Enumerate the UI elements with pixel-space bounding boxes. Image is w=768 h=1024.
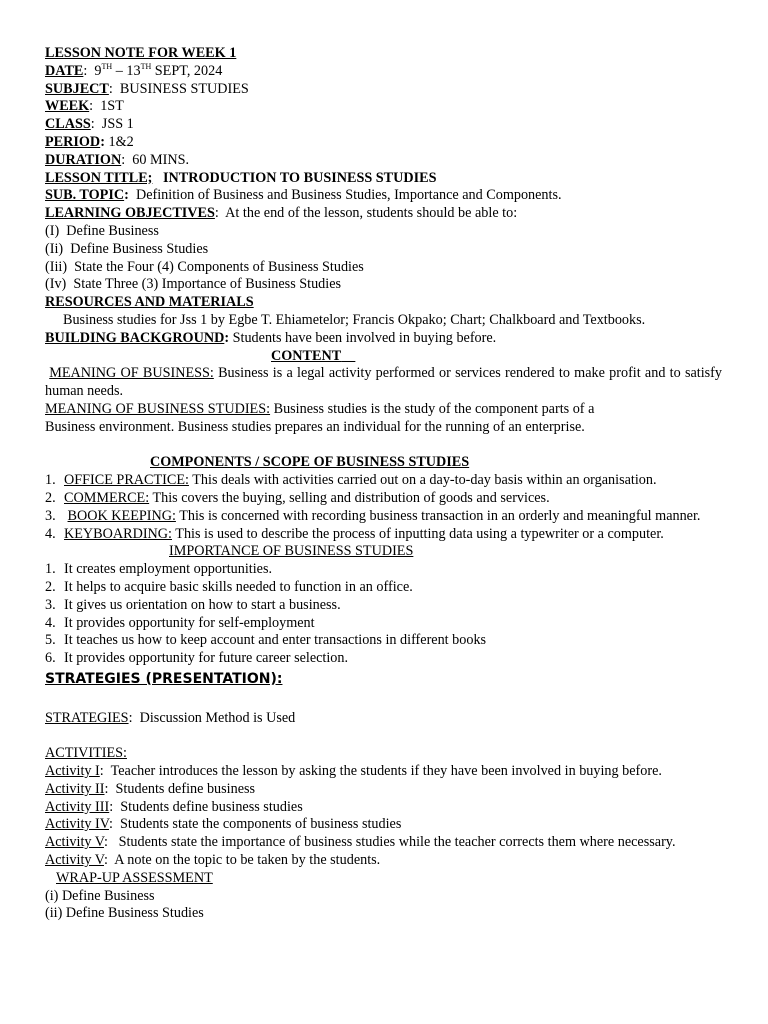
importance-text: It provides opportunity for future career selection. xyxy=(64,650,349,667)
meaning-studies-line2: Business environment. Business studies prepares an individual for the running of an enterprise. xyxy=(45,418,585,435)
importance-item xyxy=(45,597,722,615)
importance-item xyxy=(45,650,722,668)
activities-heading: ACTIVITIES: xyxy=(45,745,127,762)
component-label: COMMERCE: xyxy=(64,489,150,506)
meaning-business-label: MEANING OF BUSINESS: xyxy=(49,365,214,382)
activity-label: Activity III xyxy=(45,798,110,815)
importance-num: 2. xyxy=(45,578,56,595)
lesson-title-value: INTRODUCTION TO BUSINESS STUDIES xyxy=(163,169,437,186)
date-mid: – 13 xyxy=(112,62,141,79)
objective-text: State Three (3) Importance of Business Studies xyxy=(73,276,342,293)
activity-item: Activity III: Students define business studies xyxy=(45,798,303,815)
objective-text: State the Four (4) Components of Business Studies xyxy=(74,258,364,275)
date-label: DATE xyxy=(45,62,84,79)
importance-text: It teaches us how to keep account and enter transactions in different books xyxy=(64,632,487,649)
objective-item xyxy=(45,259,722,277)
resources-text: Business studies for Jss 1 by Egbe T. Ehiametelor; Francis Okpako; Chart; Chalkboard and Textbooks. xyxy=(63,311,646,328)
importance-item xyxy=(45,561,722,579)
content-heading-row xyxy=(45,348,722,366)
component-num: 3. xyxy=(45,507,56,524)
subject-label: SUBJECT xyxy=(45,80,109,97)
meaning-business-text: Business is a legal activity performed or services rendered to make profit and to satisfy human needs. xyxy=(45,365,722,400)
objective-item xyxy=(45,241,722,259)
importance-text: It creates employment opportunities. xyxy=(64,561,273,578)
period-value: 1&2 xyxy=(108,133,134,150)
content-heading: CONTENT xyxy=(271,347,342,364)
importance-text: It provides opportunity for self-employment xyxy=(64,614,315,631)
activity-text: Teacher introduces the lesson by asking the students if they have been involved in buying before. xyxy=(110,763,662,780)
strategies-row: STRATEGIES: Discussion Method is Used xyxy=(45,709,296,726)
class-row: CLASS: JSS 1 xyxy=(45,116,134,133)
component-item xyxy=(45,490,722,508)
period-row: PERIOD: 1&2 xyxy=(45,133,134,150)
activity-text: Students define business xyxy=(115,780,256,797)
objectives-row: LEARNING OBJECTIVES: At the end of the lesson, students should be able to: xyxy=(45,205,518,222)
activity-label: Activity I xyxy=(45,763,100,780)
component-item xyxy=(45,472,722,490)
subject-value: BUSINESS STUDIES xyxy=(119,80,249,97)
date-day1: 9 xyxy=(94,62,102,79)
class-value: JSS 1 xyxy=(101,116,134,133)
importance-text: It helps to acquire basic skills needed to function in an office. xyxy=(64,578,413,595)
objective-num: (Iii) xyxy=(45,258,68,275)
wrapup-heading: WRAP-UP ASSESSMENT xyxy=(56,869,213,886)
document-title: LESSON NOTE FOR WEEK 1 xyxy=(45,45,237,61)
activity-label: Activity V xyxy=(45,852,104,869)
objective-num: (I) xyxy=(45,222,60,239)
importance-num: 6. xyxy=(45,650,56,667)
activity-label: Activity V xyxy=(45,834,104,851)
importance-text: It gives us orientation on how to start a business. xyxy=(64,596,341,613)
component-label: BOOK KEEPING: xyxy=(67,507,176,524)
importance-item xyxy=(45,632,722,650)
component-label: OFFICE PRACTICE: xyxy=(64,472,189,489)
objective-num: (Iv) xyxy=(45,276,67,293)
lesson-title-label: LESSON TITLE; xyxy=(45,169,153,186)
importance-num: 1. xyxy=(45,561,56,578)
component-text: This deals with activities carried out on a day-to-day basis within an organisation. xyxy=(192,472,657,489)
date-row: DATE: 9TH – 13TH SEPT, 2024 xyxy=(45,61,223,79)
duration-value: 60 MINS. xyxy=(132,151,190,168)
activity-item: Activity V: A note on the topic to be taken by the students. xyxy=(45,852,381,869)
importance-item xyxy=(45,579,722,597)
date-sup2: TH xyxy=(140,61,152,71)
objective-text: Define Business xyxy=(66,222,159,239)
subject-row: SUBJECT: BUSINESS STUDIES xyxy=(45,80,249,97)
component-item xyxy=(45,508,722,526)
activity-label: Activity II xyxy=(45,780,105,797)
duration-row: DURATION: 60 MINS. xyxy=(45,151,190,168)
component-text: This is used to describe the process of inputting data using a typewriter or a computer. xyxy=(175,525,664,542)
component-text: This covers the buying, selling and distribution of goods and services. xyxy=(152,489,550,506)
importance-num: 4. xyxy=(45,614,56,631)
wrapup-item: (ii) Define Business Studies xyxy=(45,905,204,922)
background-text: Students have been involved in buying before. xyxy=(232,329,497,346)
week-value: 1ST xyxy=(100,98,124,115)
meaning-studies-label: MEANING OF BUSINESS STUDIES: xyxy=(45,400,271,417)
activity-text: Students state the components of business studies xyxy=(120,816,402,833)
lesson-note-document xyxy=(45,45,722,923)
subtopic-label: SUB. TOPIC xyxy=(45,187,125,204)
meaning-studies-line1 xyxy=(45,401,722,419)
objective-num: (Ii) xyxy=(45,240,64,257)
lesson-title-row xyxy=(45,170,722,188)
period-label: PERIOD xyxy=(45,133,101,150)
activity-text: Students define business studies xyxy=(120,798,303,815)
component-num: 1. xyxy=(45,472,56,489)
component-text: This is concerned with recording business transaction in an orderly and meaningful manner. xyxy=(179,507,701,524)
component-label: KEYBOARDING: xyxy=(64,525,172,542)
duration-label: DURATION xyxy=(45,151,122,168)
meaning-studies-text1: Business studies is the study of the component parts of a xyxy=(273,400,595,417)
week-row: WEEK: 1ST xyxy=(45,98,124,115)
component-num: 4. xyxy=(45,525,56,542)
importance-num: 3. xyxy=(45,596,56,613)
date-sup1: TH xyxy=(101,61,113,71)
objectives-intro: At the end of the lesson, students should be able to: xyxy=(225,205,518,222)
background-row: BUILDING BACKGROUND: Students have been involved in buying before. xyxy=(45,329,497,346)
activity-label: Activity IV xyxy=(45,816,109,833)
component-num: 2. xyxy=(45,489,56,506)
strategies-heading: STRATEGIES (PRESENTATION): xyxy=(45,670,283,687)
activity-item: Activity V: Students state the importance of business studies while the teacher corrects them where necessary. xyxy=(45,834,676,851)
component-item xyxy=(45,526,722,544)
objective-item xyxy=(45,223,722,241)
strategies-label: STRATEGIES xyxy=(45,709,129,726)
subtopic-value: Definition of Business and Business Studies, Importance and Components. xyxy=(135,187,562,204)
importance-num: 5. xyxy=(45,632,56,649)
activity-item: Activity IV: Students state the components of business studies xyxy=(45,816,402,833)
activity-text: Students state the importance of business studies while the teacher corrects them where necessary. xyxy=(118,834,676,851)
wrapup-item: (i) Define Business xyxy=(45,887,155,904)
importance-item xyxy=(45,615,722,633)
components-heading: COMPONENTS / SCOPE OF BUSINESS STUDIES xyxy=(150,454,470,471)
objectives-label: LEARNING OBJECTIVES xyxy=(45,205,215,222)
objective-text: Define Business Studies xyxy=(70,240,209,257)
objective-item xyxy=(45,276,722,294)
activity-item: Activity II: Students define business xyxy=(45,780,256,797)
activity-text: A note on the topic to be taken by the students. xyxy=(114,852,381,869)
background-label: BUILDING BACKGROUND xyxy=(45,329,225,346)
class-label: CLASS xyxy=(45,116,91,133)
strategies-text: Discussion Method is Used xyxy=(139,709,296,726)
importance-heading: IMPORTANCE OF BUSINESS STUDIES xyxy=(169,543,414,560)
resources-heading: RESOURCES AND MATERIALS xyxy=(45,294,254,311)
meaning-business-paragraph xyxy=(45,365,722,401)
date-end: SEPT, 2024 xyxy=(151,62,223,79)
week-label: WEEK xyxy=(45,98,90,115)
activity-item: Activity I: Teacher introduces the lesson by asking the students if they have been involved in buying before. xyxy=(45,763,662,780)
subtopic-row: SUB. TOPIC: Definition of Business and Business Studies, Importance and Components. xyxy=(45,187,562,204)
